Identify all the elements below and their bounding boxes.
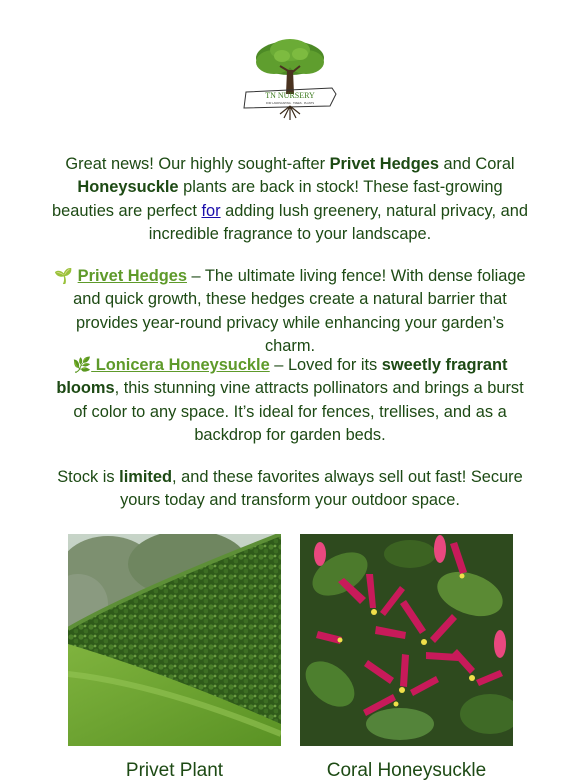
closing-text-1: Stock is xyxy=(57,468,120,486)
for-link[interactable]: for xyxy=(201,201,221,220)
honeysuckle-text-2: , this stunning vine attracts pollinators and brings a burst of color to any space. It’s ideal for fences, trellises, and as a backdrop for garden beds. xyxy=(73,379,524,444)
privet-paragraph xyxy=(52,265,528,358)
honeysuckle-flower-illustration xyxy=(300,534,513,746)
privet-hedges-link[interactable]: Privet Hedges xyxy=(77,267,187,285)
intro-text-3: plants are back in stock! These fast-growing beauties are perfect xyxy=(52,178,503,220)
herb-icon: 🌿 xyxy=(72,356,92,374)
coral-honeysuckle-caption[interactable]: Coral Honeysuckle xyxy=(326,760,487,781)
honeysuckle-paragraph xyxy=(52,354,528,447)
intro-text-4: adding lush greenery, natural privacy, and incredible fragrance to your landscape. xyxy=(148,201,528,243)
seedling-icon: 🌱 xyxy=(54,267,74,285)
closing-text-2: , and these favorites always sell out fast! Secure yours today and transform your outdoor space. xyxy=(120,468,523,510)
privet-hedge-illustration xyxy=(68,534,281,746)
lonicera-honeysuckle-link[interactable]: Lonicera Honeysuckle xyxy=(91,356,270,374)
intro-text-2: and Coral xyxy=(438,155,515,173)
intro-text-1: Great news! Our highly sought-after xyxy=(65,155,330,173)
privet-description: – The ultimate living fence! With dense foliage and quick growth, these hedges create a natural barrier that provides year-round privacy while enhancing your garden’s charm. xyxy=(73,267,526,355)
intro-paragraph xyxy=(52,153,528,246)
intro-bold-honeysuckle: Honeysuckle xyxy=(77,178,179,197)
honeysuckle-text-1: – Loved for its xyxy=(269,356,382,374)
closing-paragraph xyxy=(52,466,528,513)
svg-text:TN NURSERY: TN NURSERY xyxy=(265,91,315,100)
svg-text:FOR LANDSCAPING · TREES · PLAN: FOR LANDSCAPING · TREES · PLANTS xyxy=(265,102,315,105)
privet-plant-image[interactable] xyxy=(68,534,281,746)
closing-bold-limited: limited xyxy=(119,468,172,486)
privet-plant-caption[interactable]: Privet Plant xyxy=(125,760,224,781)
coral-honeysuckle-image[interactable] xyxy=(300,534,513,746)
tn-nursery-logo[interactable] xyxy=(240,36,340,124)
intro-bold-privet: Privet Hedges xyxy=(329,155,439,173)
honeysuckle-bold-blooms: sweetly fragrant blooms xyxy=(56,356,508,398)
logo-graphic xyxy=(240,36,340,124)
